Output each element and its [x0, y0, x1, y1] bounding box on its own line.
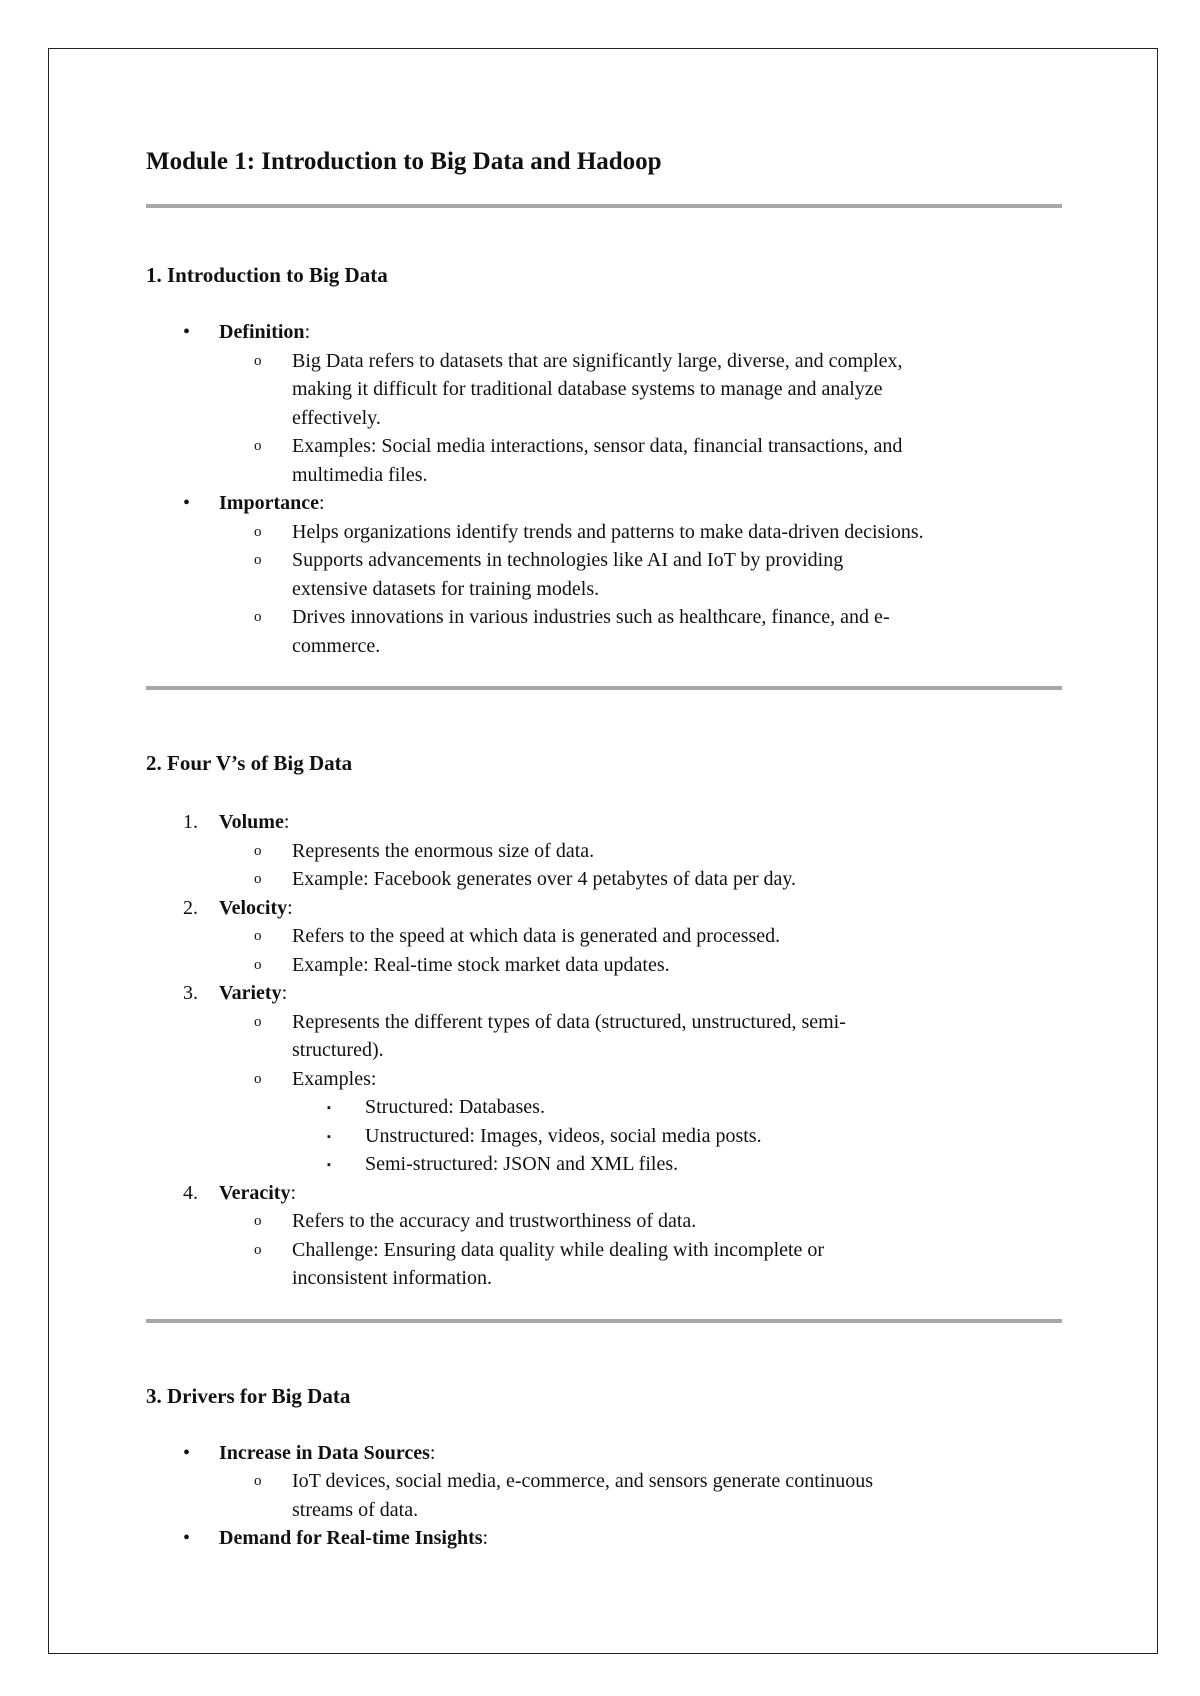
- divider: [146, 204, 1062, 208]
- item-label: Volume: [219, 811, 284, 833]
- sub-list-item: [146, 1467, 1062, 1524]
- text-line: inconsistent information.: [292, 1267, 492, 1289]
- label-colon: :: [290, 1181, 297, 1204]
- text-line: structured).: [292, 1039, 384, 1061]
- text-line: Challenge: Ensuring data quality while dealing with incomplete or: [292, 1238, 825, 1261]
- circle-marker: o: [254, 609, 262, 625]
- sub-list-item: [146, 518, 1062, 547]
- text-line: Helps organizations identify trends and patterns to make data-driven decisions.: [292, 520, 924, 543]
- text-line: IoT devices, social media, e-commerce, and sensors generate continuous: [292, 1470, 874, 1492]
- bullet-marker: •: [183, 1527, 191, 1549]
- text-line: Structured: Databases.: [365, 1096, 545, 1118]
- item-label: Velocity: [219, 896, 288, 919]
- section: [146, 1381, 1062, 1553]
- section: [146, 260, 1062, 690]
- section-list: [146, 318, 1062, 660]
- sub-sub-list-item: [146, 1150, 1062, 1179]
- sub-list-item: [146, 1065, 1062, 1094]
- sub-list-item: [146, 603, 1062, 660]
- item-label: Veracity: [219, 1181, 291, 1204]
- circle-marker: o: [254, 842, 262, 859]
- label-colon: :: [287, 896, 293, 919]
- sub-sub-list-item: [146, 1093, 1062, 1122]
- bullet-marker: •: [183, 1441, 191, 1464]
- item-label: Increase in Data Sources: [219, 1441, 430, 1464]
- text-line: commerce.: [292, 634, 381, 657]
- item-number: 2.: [183, 896, 198, 919]
- item-label: Variety: [219, 982, 282, 1004]
- circle-marker: o: [254, 438, 262, 454]
- circle-marker: o: [254, 928, 262, 944]
- sub-list-item: [146, 546, 1062, 603]
- item-label: Demand for Real-time Insights: [219, 1527, 483, 1549]
- bullet-marker: •: [183, 321, 191, 343]
- sub-list-item: [146, 1207, 1062, 1236]
- label-colon: :: [318, 492, 325, 514]
- item-number: 4.: [183, 1181, 198, 1204]
- document-content: [146, 140, 1062, 1553]
- text-line: Unstructured: Images, videos, social media posts.: [365, 1124, 762, 1147]
- sub-list-item: [146, 837, 1062, 866]
- text-line: Supports advancements in technologies like AI and IoT by providing: [292, 549, 844, 571]
- section-list: [146, 1439, 1062, 1553]
- sub-list-item: [146, 1236, 1062, 1293]
- text-line: Drives innovations in various industries such as healthcare, finance, and e-: [292, 606, 890, 628]
- text-line: Refers to the speed at which data is generated and processed.: [292, 925, 781, 947]
- item-label: Importance: [219, 492, 319, 514]
- bullet-marker: •: [183, 492, 191, 514]
- label-colon: :: [429, 1441, 436, 1464]
- sections-container: [146, 260, 1062, 1553]
- text-line: Represents the enormous size of data.: [292, 839, 595, 862]
- square-marker: ▪: [327, 1102, 331, 1114]
- sub-list-item: [146, 922, 1062, 951]
- circle-marker: o: [254, 1241, 262, 1258]
- item-number: 1.: [183, 811, 198, 833]
- square-marker: ▪: [327, 1159, 331, 1171]
- section-list: [146, 808, 1062, 1293]
- divider: [146, 1319, 1062, 1323]
- section-heading: 1. Introduction to Big Data: [146, 263, 388, 287]
- label-colon: :: [304, 321, 311, 343]
- circle-marker: o: [254, 352, 262, 369]
- text-line: Semi-structured: JSON and XML files.: [365, 1153, 679, 1175]
- section: [146, 748, 1062, 1323]
- circle-marker: o: [254, 1213, 262, 1229]
- text-line: Represents the different types of data (structured, unstructured, semi-: [292, 1010, 846, 1033]
- text-line: Example: Real-time stock market data updates.: [292, 953, 670, 976]
- list-item: [146, 1439, 1062, 1468]
- label-colon: :: [281, 982, 288, 1004]
- sub-sub-list-item: [146, 1122, 1062, 1151]
- text-line: Examples:: [292, 1067, 377, 1090]
- text-line: making it difficult for traditional database systems to manage and analyze: [292, 378, 883, 400]
- sub-list-item: [146, 432, 1062, 489]
- list-item: [146, 318, 1062, 347]
- item-label: Definition: [219, 321, 305, 343]
- list-item: [146, 979, 1062, 1008]
- circle-marker: o: [254, 1070, 262, 1087]
- text-line: Big Data refers to datasets that are significantly large, diverse, and complex,: [292, 349, 903, 372]
- page-title: Module 1: Introduction to Big Data and Hadoop: [146, 148, 662, 175]
- text-line: Examples: Social media interactions, sensor data, financial transactions, and: [292, 435, 903, 457]
- text-line: streams of data.: [292, 1498, 419, 1521]
- list-item: [146, 1179, 1062, 1208]
- sub-list-item: [146, 347, 1062, 433]
- circle-marker: o: [254, 552, 262, 568]
- circle-marker: o: [254, 1473, 262, 1489]
- circle-marker: o: [254, 871, 262, 887]
- text-line: multimedia files.: [292, 463, 428, 486]
- text-line: Example: Facebook generates over 4 petabytes of data per day.: [292, 868, 797, 890]
- text-line: Refers to the accuracy and trustworthiness of data.: [292, 1210, 697, 1232]
- section-heading: 3. Drivers for Big Data: [146, 1383, 351, 1408]
- label-colon: :: [482, 1527, 489, 1549]
- divider: [146, 686, 1062, 690]
- label-colon: :: [283, 811, 290, 833]
- circle-marker: o: [254, 1013, 262, 1030]
- square-marker: ▪: [327, 1130, 331, 1143]
- circle-marker: o: [254, 523, 262, 540]
- sub-list-item: [146, 951, 1062, 980]
- list-item: [146, 489, 1062, 518]
- sub-list-item: [146, 1008, 1062, 1065]
- section-heading: 2. Four V’s of Big Data: [146, 751, 353, 775]
- text-line: effectively.: [292, 406, 381, 429]
- item-number: 3.: [183, 982, 198, 1004]
- list-item: [146, 808, 1062, 837]
- circle-marker: o: [254, 956, 262, 973]
- list-item: [146, 894, 1062, 923]
- sub-list-item: [146, 865, 1062, 894]
- list-item: [146, 1524, 1062, 1553]
- text-line: extensive datasets for training models.: [292, 577, 600, 600]
